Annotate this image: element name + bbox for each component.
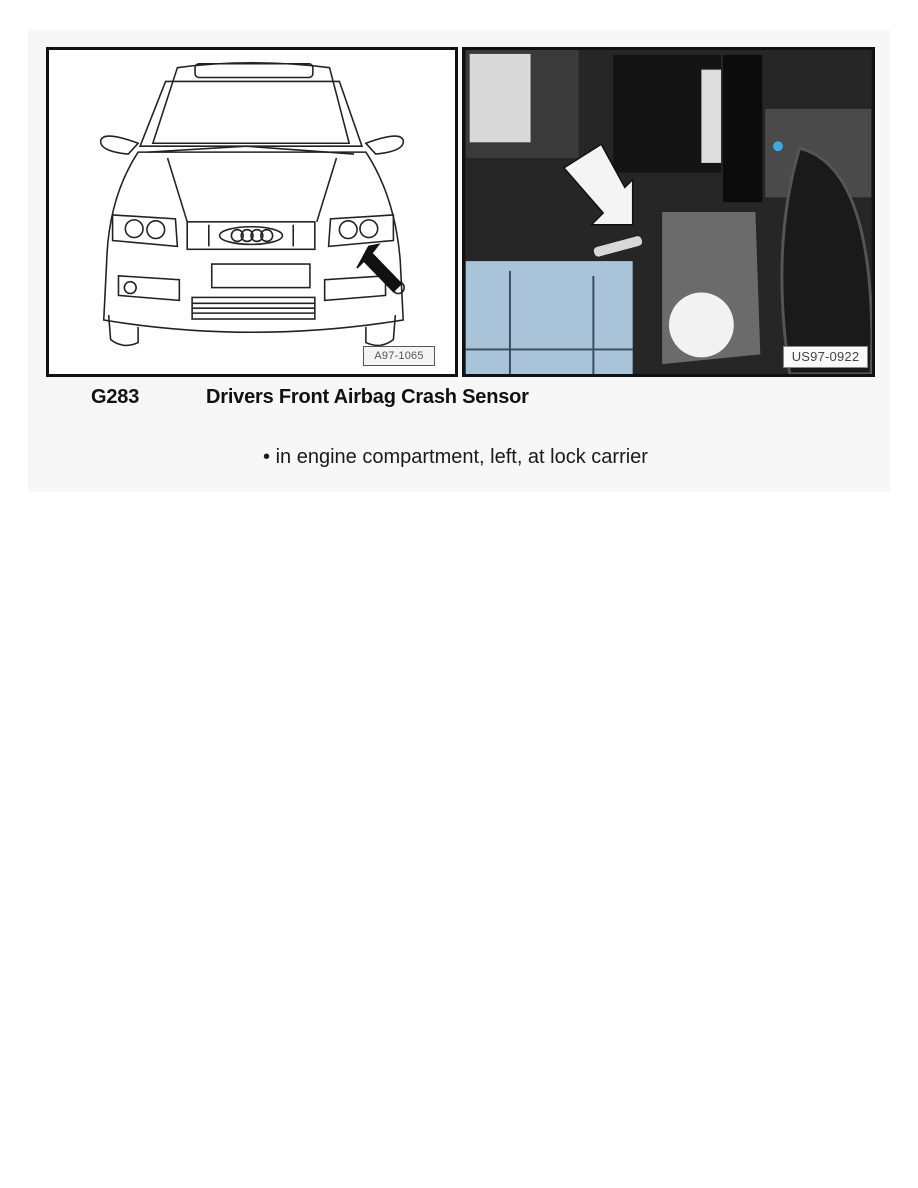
car-front-illustration: [49, 50, 455, 374]
figure-engine-compartment-photo: [462, 47, 875, 377]
figure-code-label: A97-1065: [363, 346, 435, 366]
component-id: G283: [91, 386, 140, 408]
engine-compartment-photo: [465, 50, 872, 374]
figure-code-label: US97-0922: [783, 346, 868, 368]
location-bullet-item: [263, 446, 648, 469]
component-name: Drivers Front Airbag Crash Sensor: [206, 386, 529, 408]
location-text: in engine compartment, left, at lock carrier: [275, 446, 648, 468]
figure-car-front-drawing: [46, 47, 458, 377]
bullet-icon: •: [263, 446, 271, 468]
